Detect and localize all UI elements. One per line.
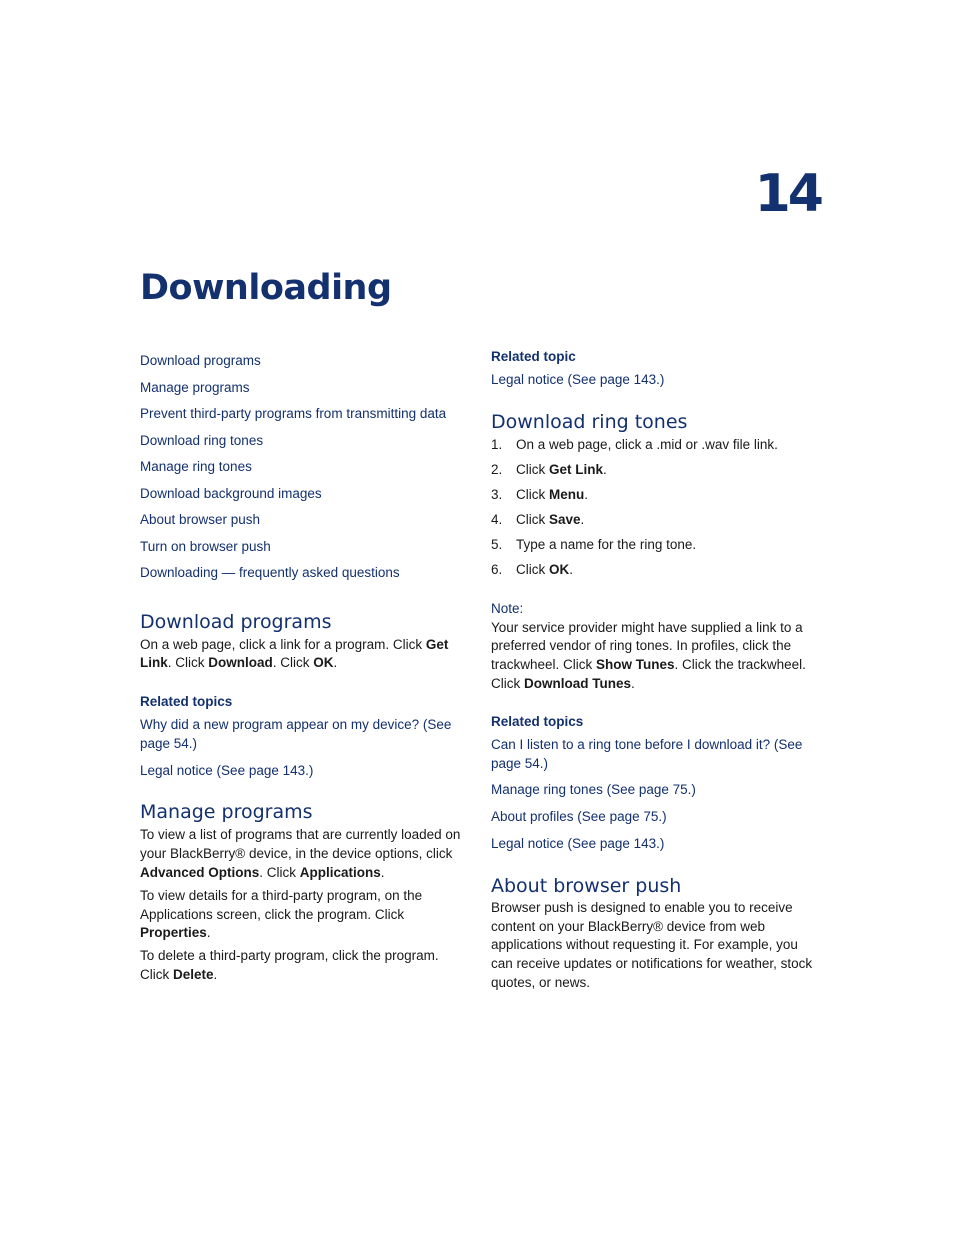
step-item — [491, 432, 816, 457]
related-topic-item[interactable] — [140, 716, 465, 754]
related-topic-link[interactable]: Why did a new program appear on my device? (See page 54.) — [140, 717, 452, 751]
text: . — [333, 655, 338, 671]
steps-list — [491, 432, 816, 582]
left-column — [140, 348, 465, 985]
ui-term: Show Tunes — [596, 657, 675, 673]
section-download-programs — [140, 610, 465, 781]
related-topic-item[interactable] — [491, 835, 816, 854]
toc-item[interactable] — [140, 428, 465, 455]
text: . Click — [272, 655, 314, 671]
step-number: 6. — [491, 561, 503, 577]
ui-term: Menu — [549, 486, 585, 502]
ui-term: Download — [208, 655, 273, 671]
related-topic-link[interactable]: Can I listen to a ring tone before I download it? (See page 54.) — [491, 736, 803, 771]
section-about-browser-push — [491, 874, 816, 993]
text: On a web page, click a .mid or .wav file link. — [516, 436, 778, 452]
related-topic-item[interactable] — [491, 371, 816, 390]
text: . — [206, 925, 211, 941]
section-heading: About browser push — [491, 874, 682, 897]
toc-link-manage-ring-tones[interactable]: Manage ring tones — [140, 459, 252, 474]
step-number: 5. — [491, 536, 503, 552]
toc-link-prevent-third-party[interactable]: Prevent third-party programs from transmitting data — [140, 406, 447, 421]
ui-term: Properties — [140, 925, 207, 941]
related-topic-link[interactable]: Legal notice (See page 143.) — [491, 835, 665, 851]
section-body — [140, 636, 465, 674]
text: Click — [516, 461, 549, 477]
toc-link-download-programs[interactable]: Download programs — [140, 353, 261, 368]
toc-item[interactable] — [140, 348, 465, 375]
note-body — [491, 619, 816, 694]
chapter-number: 14 — [754, 164, 821, 224]
related-topic-link[interactable]: Manage ring tones (See page 75.) — [491, 782, 696, 798]
toc-link-download-ring-tones[interactable]: Download ring tones — [140, 432, 264, 448]
text: On a web page, click a link for a program. Click — [140, 636, 426, 652]
toc-item[interactable] — [140, 375, 465, 402]
toc-link-manage-programs[interactable]: Manage programs — [140, 379, 250, 395]
related-topic-item[interactable] — [491, 781, 816, 800]
text: . — [631, 675, 635, 691]
text: To delete a third-party program, click the program. Click — [140, 948, 439, 983]
related-topic-item[interactable] — [491, 808, 816, 827]
ui-term: Applications — [299, 865, 381, 881]
text: Click — [516, 486, 549, 502]
section-heading: Download programs — [140, 610, 332, 633]
note-block — [491, 600, 816, 694]
toc-link-about-browser-push[interactable]: About browser push — [140, 512, 261, 527]
text: . — [580, 511, 585, 527]
text: . — [380, 865, 385, 881]
ui-term: OK — [549, 561, 570, 577]
related-topic-link[interactable]: Legal notice (See page 143.) — [491, 372, 665, 387]
ui-term: OK — [313, 655, 334, 671]
ui-term: Get Link — [549, 461, 604, 477]
step-number: 4. — [491, 511, 503, 527]
section-body — [140, 887, 465, 943]
text: . — [603, 461, 607, 477]
text: To view details for a third-party program, on the Applications screen, click the program. Click — [140, 887, 423, 922]
related-topics-list — [491, 371, 816, 390]
toc-link-turn-on-browser-push[interactable]: Turn on browser push — [140, 538, 271, 554]
right-column — [491, 348, 816, 993]
related-topic-item[interactable] — [140, 762, 465, 781]
step-number: 3. — [491, 486, 503, 502]
section-body: Browser push is designed to enable you to receive content on your BlackBerry® device from web applications without requesting it. For example, you can receive updates or notifications for weather, stock quotes, or news. — [491, 899, 813, 990]
text: Click — [516, 561, 549, 577]
toc-item[interactable] — [140, 507, 465, 534]
step-number: 1. — [491, 436, 503, 452]
section-body — [140, 826, 465, 882]
toc-item[interactable] — [140, 481, 465, 508]
ui-term: Download Tunes — [524, 675, 631, 691]
step-item — [491, 532, 816, 557]
toc-item[interactable] — [140, 560, 465, 587]
text: . Click the trackwheel. Click — [491, 657, 806, 691]
text: Your service provider might have supplied a link to a preferred vendor of ring tones. In profiles, click the trackwheel. Click — [491, 619, 803, 673]
section-heading: Download ring tones — [491, 410, 688, 433]
ui-term: Get Link — [140, 636, 449, 671]
page-title: Downloading — [140, 268, 392, 308]
ui-term: Delete — [173, 967, 214, 983]
ui-term: Advanced Options — [140, 865, 260, 881]
toc-link-download-background-images[interactable]: Download background images — [140, 485, 322, 501]
text: Click — [516, 511, 549, 527]
related-topics-list — [491, 736, 816, 854]
ui-term: Save — [549, 511, 581, 527]
toc-link-faq[interactable]: Downloading — frequently asked questions — [140, 565, 400, 580]
step-item — [491, 507, 816, 532]
text: . Click — [167, 655, 209, 671]
note-label: Note: — [491, 600, 524, 616]
chapter-toc — [140, 348, 465, 587]
toc-item[interactable] — [140, 454, 465, 481]
section-heading: Manage programs — [140, 801, 313, 824]
step-item — [491, 457, 816, 482]
related-topic-heading: Related topic — [491, 349, 576, 364]
text: To view a list of programs that are currently loaded on your BlackBerry® device, in the device options, click — [140, 827, 461, 862]
section-download-ring-tones — [491, 410, 816, 854]
text: Type a name for the ring tone. — [516, 536, 697, 552]
related-topics-heading: Related topics — [140, 694, 233, 710]
toc-item[interactable] — [140, 534, 465, 561]
section-manage-programs — [140, 800, 465, 984]
text: . — [213, 967, 218, 983]
related-topics-heading: Related topics — [491, 713, 584, 729]
text: . — [569, 561, 574, 577]
related-topic-item[interactable] — [491, 736, 816, 774]
text: . Click — [259, 865, 300, 881]
step-item — [491, 482, 816, 507]
step-item — [491, 557, 816, 582]
step-number: 2. — [491, 461, 503, 477]
section-body — [140, 947, 465, 985]
text: . — [584, 486, 589, 502]
related-topic-link[interactable]: Legal notice (See page 143.) — [140, 762, 314, 778]
related-topic-link[interactable]: About profiles (See page 75.) — [491, 809, 667, 825]
toc-item[interactable] — [140, 401, 465, 428]
related-topics-list — [140, 716, 465, 780]
